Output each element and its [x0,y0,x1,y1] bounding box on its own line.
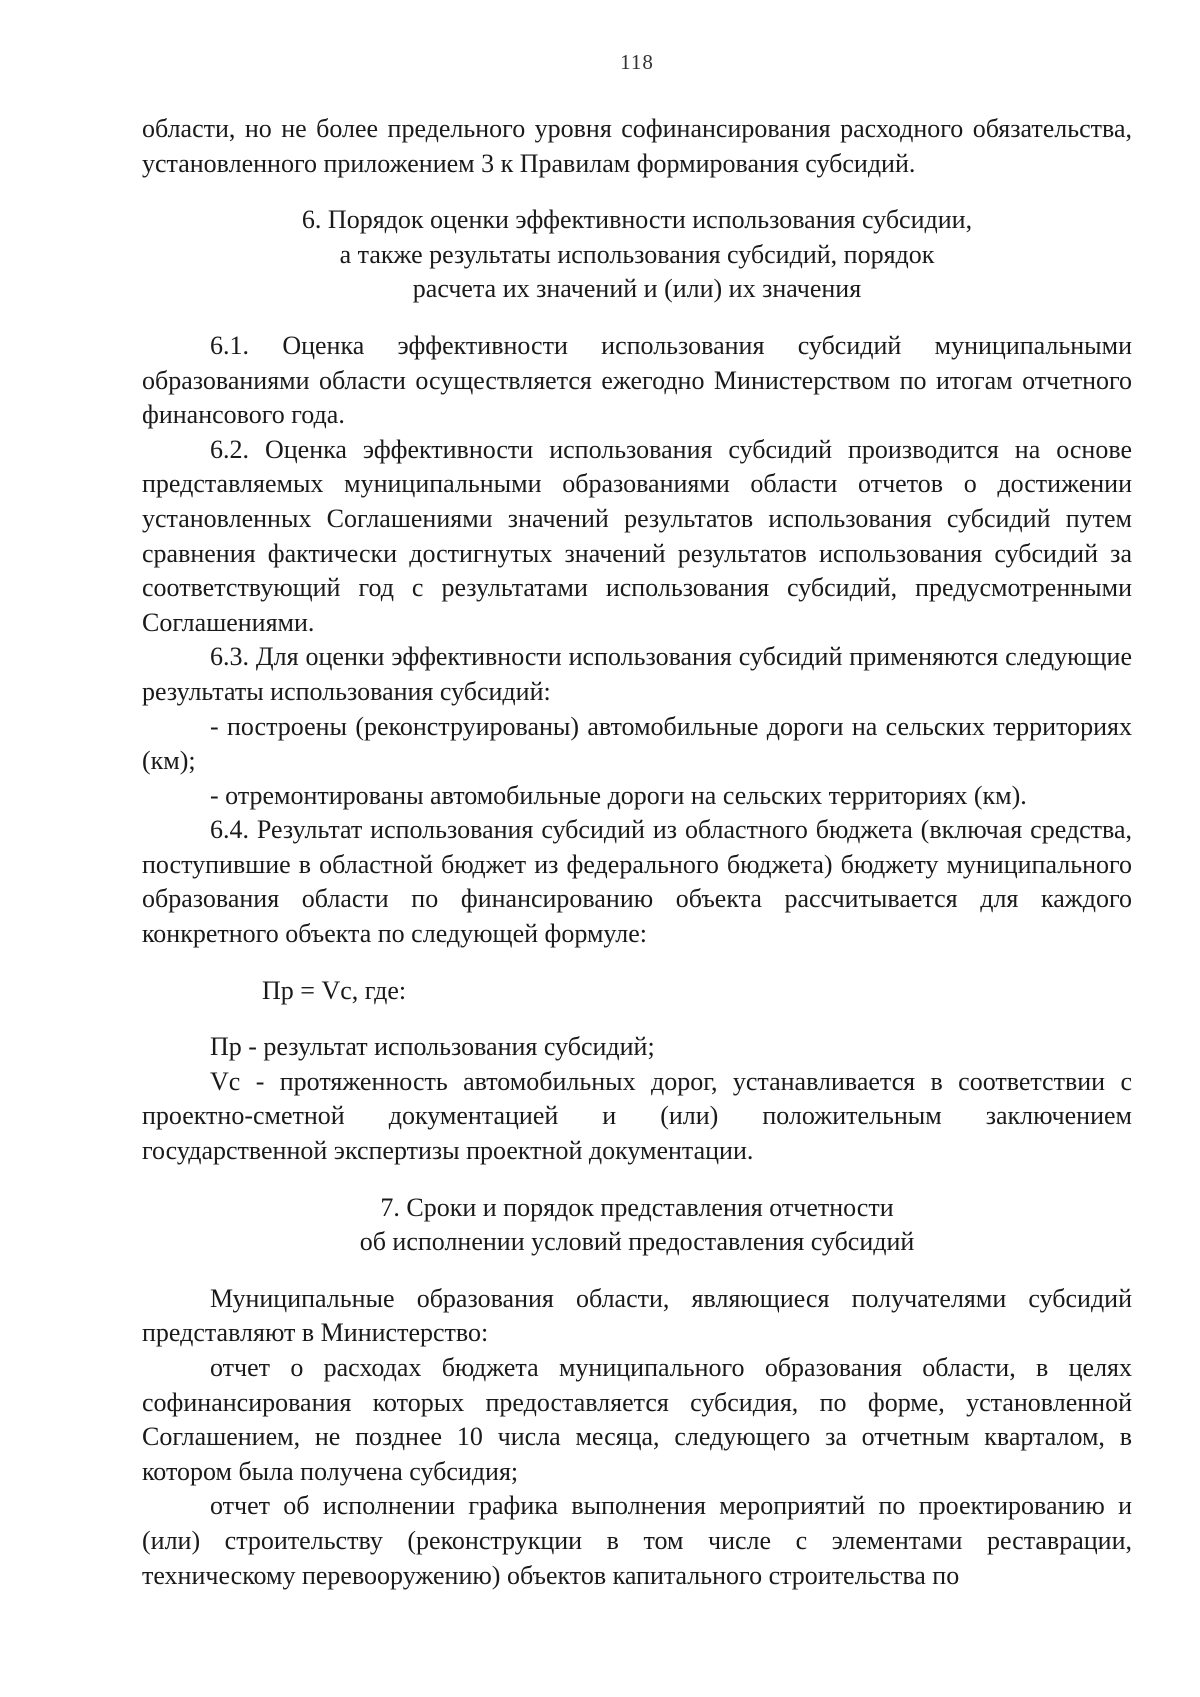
document-body [142,112,1132,1593]
paragraph-7-3: отчет об исполнении графика выполнения мероприятий по проектированию и (или) строительству (реконструкции в том числе с элементами реставрации, техническому перевооружению) объектов капитального строительства по [142,1491,1132,1590]
document-page [142,0,1132,1697]
paragraph-7-2: отчет о расходах бюджета муниципального образования области, в целях софинансирования которых предоставляется субсидия, по форме, установленной Соглашением, не позднее 10 числа месяца, следующего за отчетным кварталом, в котором была получена субсидия; [142,1353,1132,1486]
paragraph-continuation: области, но не более предельного уровня софинансирования расходного обязательства, установленного приложением 3 к Правилам формирования субсидий. [142,114,1132,178]
page-number: 118 [620,50,654,74]
section-7-heading-line-2: об исполнении условий предоставления субсидий [359,1227,915,1257]
list-item-built-roads: - построены (реконструированы) автомобильные дороги на сельских территориях (км); [142,711,1132,776]
paragraph-6-2: 6.2. Оценка эффективности использования субсидий производится на основе представляемых муниципальными образованиями области отчетов о достижении установленных Соглашениями значений результатов использования субсидий путем сравнения фактически достигнутых значений результатов использования субсидий за соответствующий год с результатами использования субсидий, предусмотренными Соглашениями. [142,434,1132,637]
section-7-heading-line-1: 7. Сроки и порядок представления отчетности [380,1192,894,1222]
section-7-heading [142,1191,1132,1260]
section-6-heading-line-2: а также результаты использования субсидий, порядок [339,239,935,269]
paragraph-6-1: 6.1. Оценка эффективности использования субсидий муниципальными образованиями области осуществляется ежегодно Министерством по итогам отчетного финансового года. [142,330,1132,430]
paragraph-6-3: 6.3. Для оценки эффективности использования субсидий применяются следующие результаты использования субсидий: [142,642,1132,706]
list-item-repaired-roads: - отремонтированы автомобильные дороги на сельских территориях (км). [210,780,1027,810]
formula: Пр = Vc, где: [262,975,407,1005]
section-6-heading-line-1: 6. Порядок оценки эффективности использования субсидии, [301,205,973,235]
section-6-heading [142,203,1132,307]
definition-pr: Пр - результат использования субсидий; [210,1032,655,1062]
paragraph-7-1: Муниципальные образования области, являющиеся получателями субсидий представляют в Министерство: [142,1283,1132,1348]
section-6-heading-line-3: расчета их значений и (или) их значения [412,274,862,304]
definition-vc: Vc - протяженность автомобильных дорог, устанавливается в соответствии с проектно-сметной документацией и (или) положительным заключением государственной экспертизы проектной документации. [142,1066,1132,1166]
paragraph-6-4: 6.4. Результат использования субсидий из областного бюджета (включая средства, поступившие в областной бюджет из федерального бюджета) бюджету муниципального образования области по финансированию объекта рассчитывается для каждого конкретного объекта по следующей формуле: [142,815,1132,949]
